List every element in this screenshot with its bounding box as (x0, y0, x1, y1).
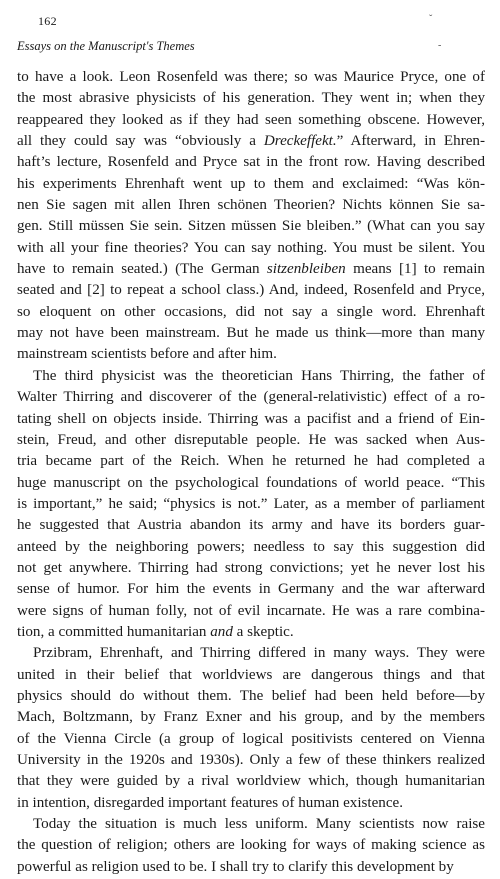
text-line (17, 216, 485, 237)
text-segment: seated and [2] to repeat a school class.) And, indeed, Rosenfeld and Pryce, (17, 282, 485, 299)
text-segment: sense of humor. For him the events in Germany and the war afterward (17, 581, 485, 598)
text-segment: may not have been mainstream. But he made us think—more than many (17, 325, 485, 342)
text-segment: were signs of human folly, not of evil incarnate. He was a rare combina- (17, 602, 485, 619)
text-line (17, 88, 485, 109)
text-segment: with all your fine theories? You can say nothing. You must be silent. You (17, 239, 485, 256)
scan-mark: ˇ (429, 14, 433, 25)
text-segment: not get anywhere. Thirring had strong convictions; yet he never lost his (17, 559, 485, 576)
text-line (17, 579, 485, 600)
text-segment: the question of religion; others are looking for ways of making science as (17, 837, 485, 854)
text-segment: Walter Thirring and discoverer of the (general-relativistic) effect of a ro- (17, 389, 485, 406)
text-line (17, 152, 485, 173)
text-line (17, 174, 485, 195)
text-line (17, 131, 485, 152)
text-segment: have to remain seated.) (The German (17, 261, 267, 278)
text-segment: united in their belief that worldviews are dangerous things and that (17, 666, 485, 683)
text-line (17, 707, 485, 728)
text-segment: he suggested that Austria abandon its army and have its borders guar- (17, 517, 485, 534)
text-segment: stein, Freud, and other disreputable people. He was sacked when Aus- (17, 431, 485, 448)
text-segment: haft’s lecture, Rosenfeld and Pryce sat in the front row. Having described (17, 154, 485, 171)
text-segment: gen. Still müssen Sie sein. Sitzen müssen Sie bleiben.” (What can you say (17, 218, 485, 235)
text-line (17, 515, 485, 536)
text-line (17, 835, 485, 856)
paragraph (17, 67, 485, 366)
text-line (17, 302, 485, 323)
text-segment: huge manuscript on the psychological foundations of world peace. “This (17, 474, 485, 491)
text-line (17, 537, 485, 558)
text-segment: the most abrasive physicists of his generation. They went in; when they (17, 90, 485, 107)
text-line (17, 259, 485, 280)
italic-text: and (210, 623, 233, 640)
text-segment: in intention, disregarded important features of human existence. (17, 794, 404, 811)
text-segment: that they were guided by a rival worldview which, though humanitarian (17, 773, 485, 790)
scan-mark: - (438, 40, 442, 51)
text-segment: mainstream scientists before and after him. (17, 346, 277, 363)
text-segment: Today the situation is much less uniform. Many scientists now raise (33, 816, 485, 833)
text-line (17, 473, 485, 494)
paragraph (17, 643, 485, 814)
body-text (17, 67, 485, 878)
text-segment: means [1] to remain (345, 261, 485, 278)
text-line (17, 280, 485, 301)
text-line (17, 729, 485, 750)
text-line (17, 494, 485, 515)
italic-text: sitzenbleiben (266, 261, 346, 278)
text-line (17, 409, 485, 430)
running-head: Essays on the Manuscript's Themes (17, 39, 195, 53)
text-segment: to have a look. Leon Rosenfeld was there; so was Maurice Pryce, one of (17, 69, 485, 85)
text-segment: his experiments Ehrenhaft went up to them and exclaimed: “Was kön- (17, 175, 485, 192)
text-segment: tion, a committed humanitarian (17, 623, 211, 640)
text-segment: Mach, Boltzmann, by Franz Exner and his group, and by the members (17, 709, 485, 726)
text-segment: of the Vienna Circle (a group of logical positivists centered on Vienna (17, 730, 485, 747)
text-segment: Przibram, Ehrenhaft, and Thirring differed in many ways. They were (33, 645, 485, 662)
text-line (17, 601, 485, 622)
paragraph (17, 814, 485, 878)
italic-text: Dreckeffekt. (263, 133, 337, 150)
text-segment: tria became part of the Reich. When he returned he had completed a (17, 453, 485, 470)
paragraph (17, 366, 485, 643)
text-line (17, 323, 485, 344)
text-line (17, 665, 485, 686)
text-segment: all they could say was “obviously a (17, 133, 264, 150)
text-line (17, 387, 485, 408)
text-line (17, 195, 485, 216)
text-segment: ” Afterward, in Ehren- (336, 133, 485, 150)
text-line (17, 451, 485, 472)
text-line (17, 622, 485, 643)
text-line (17, 686, 485, 707)
text-line (17, 344, 485, 365)
text-line (17, 750, 485, 771)
text-segment: anteed by the neighboring powers; needless to say this suggestion did (17, 538, 485, 555)
text-segment: so eloquent on other occasions, did not say a single word. Ehrenhaft (17, 303, 485, 320)
page-number: 162 (38, 14, 57, 28)
text-segment: University in the 1920s and 1930s). Only a few of these thinkers realized (17, 752, 485, 768)
text-segment: The third physicist was the theoretician Hans Thirring, the father of (33, 367, 485, 384)
text-segment: nen Sie sagen mit allen Ihren schönen Theorien? Nichts können Sie sa- (17, 197, 485, 214)
text-segment: powerful as religion used to be. I shall try to clarify this development by (17, 858, 454, 875)
text-segment: tating shell on objects inside. Thirring was a pacifist and a friend of Ein- (17, 410, 485, 427)
text-line (17, 771, 485, 792)
text-line (17, 814, 485, 835)
text-line (17, 430, 485, 451)
text-line (17, 110, 485, 131)
text-segment: is important,” he said; “physics is not.” Later, as a member of parliament (17, 495, 485, 512)
text-segment: physics should do without them. The belief had been held before—by (17, 687, 485, 704)
text-line (17, 366, 485, 387)
text-segment: a skeptic. (232, 623, 294, 640)
text-line (17, 67, 485, 88)
text-line (17, 643, 485, 664)
text-line (17, 793, 485, 814)
text-line (17, 857, 485, 878)
text-segment: reappeared they looked as if they had seen something obscene. However, (17, 111, 485, 128)
text-line (17, 558, 485, 579)
text-line (17, 238, 485, 259)
